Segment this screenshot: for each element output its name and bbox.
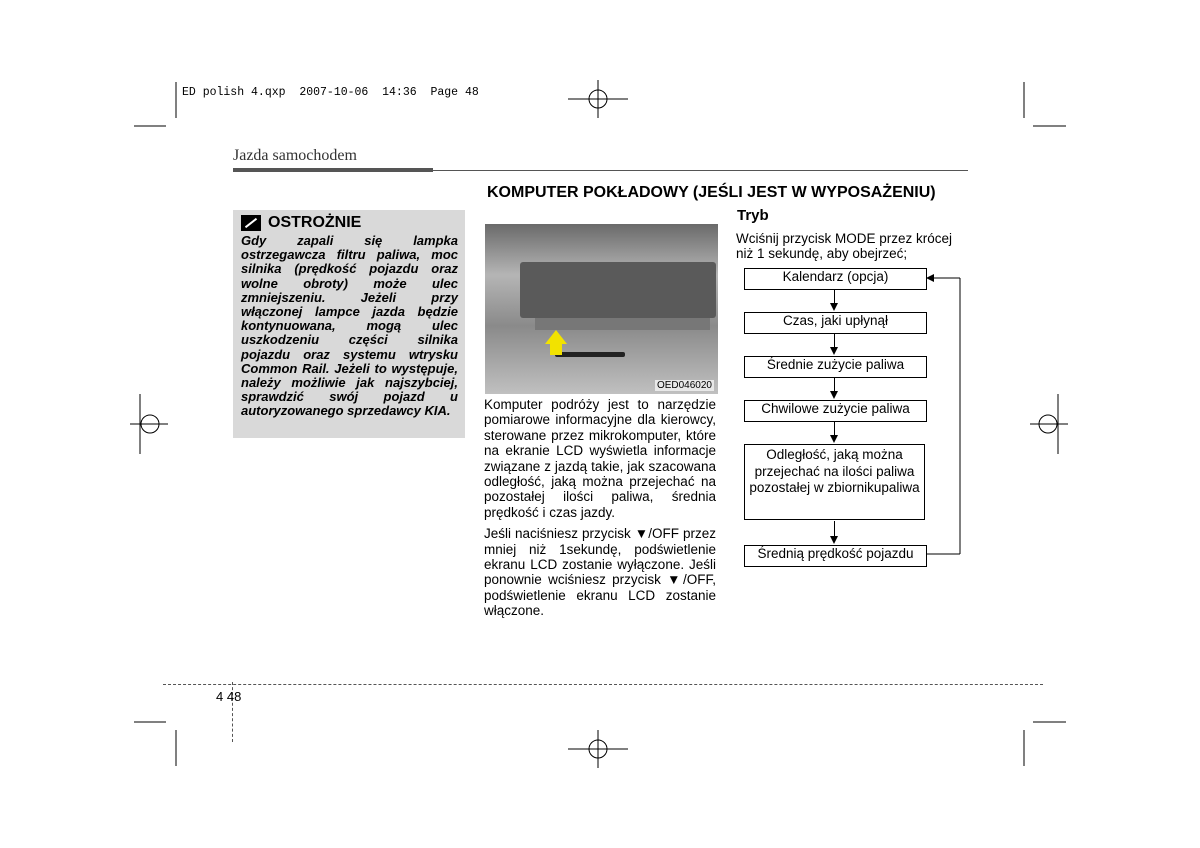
- body-text: [484, 397, 716, 625]
- caution-heading-row: [241, 214, 361, 232]
- photo-code: OED046020: [656, 380, 712, 391]
- flow-connector: [834, 421, 835, 435]
- photo-cd-slot: [555, 352, 625, 357]
- flow-loop-connector: [920, 270, 970, 565]
- page-number: 4 48: [216, 689, 242, 704]
- footer-dashed-rule: [163, 684, 1043, 685]
- flow-connector: [834, 289, 835, 303]
- mode-intro: Wciśnij przycisk MODE przez krócej niż 1 sekundę, aby obejrzeć;: [736, 231, 953, 262]
- flow-step-2: Czas, jaki upłynął: [744, 312, 927, 334]
- caution-text: Gdy zapali się lampka ostrzegawcza filtru paliwa, moc silnika (prędkość pojazdu oraz wolne obroty) może ulec zmniejszeniu. Jeżeli przy włączonej lampce jazda będzie kontynuowana, mogą ulec uszkodzeniu części silnika pojazdu oraz systemu wtrysku Common Rail. Jeżeli to występuje, należy możliwie jak najszybciej, sprawdzić swój pojazd u autoryzowanego sprzedawcy KIA.: [241, 233, 458, 419]
- print-header: ED polish 4.qxp 2007-10-06 14:36 Page 48: [182, 86, 479, 99]
- section-label: Jazda samochodem: [233, 147, 357, 164]
- flow-connector: [834, 333, 835, 347]
- yellow-arrow-stem: [550, 343, 562, 355]
- flow-arrow-icon: [830, 303, 838, 311]
- header-rule-thin: [433, 170, 968, 171]
- photo-button-strip: [535, 318, 710, 330]
- flow-arrow-icon: [830, 391, 838, 399]
- dashboard-photo: [485, 224, 718, 394]
- flow-step-5: Odległość, jaką można przejechać na ilości paliwa pozostałej w zbiornikupaliwa: [744, 444, 925, 520]
- header-rule-thick: [233, 168, 433, 172]
- page-title: KOMPUTER POKŁADOWY (JEŚLI JEST W WYPOSAŻENIU): [487, 184, 936, 201]
- flow-connector: [834, 377, 835, 391]
- body-paragraph-2: Jeśli naciśniesz przycisk ▼/OFF przez mniej niż 1sekundę, podświetlenie ekranu LCD zostanie wyłączone. Jeśli ponownie wciśniesz przycisk ▼/OFF, podświetlenie ekranu LCD zostanie włączone.: [484, 526, 716, 619]
- flow-connector: [834, 521, 835, 536]
- flow-arrow-icon: [830, 347, 838, 355]
- body-paragraph-1: Komputer podróży jest to narzędzie pomiarowe informacyjne dla kierowcy, sterowane przez mikrokomputer, które na ekranie LCD wyświetla informacje związane z jazdą takie, jak szacowana odległość, jaką można przejechać na pozostałej ilości paliwa, średnia prędkość i czas jazdy.: [484, 397, 716, 520]
- flow-step-3: Średnie zużycie paliwa: [744, 356, 927, 378]
- flow-arrow-icon: [830, 536, 838, 544]
- flow-arrow-icon: [830, 435, 838, 443]
- yellow-arrow-icon: [545, 330, 567, 344]
- caution-heading: OSTROŻNIE: [268, 214, 362, 231]
- flow-step-1: Kalendarz (opcja): [744, 268, 927, 290]
- flow-step-4: Chwilowe zużycie paliwa: [744, 400, 927, 422]
- mode-heading: Tryb: [737, 207, 769, 224]
- caution-box: [233, 210, 465, 438]
- caution-icon: [241, 215, 261, 231]
- flow-step-6: Średnią prędkość pojazdu: [744, 545, 927, 567]
- photo-lcd-screen: [520, 262, 716, 318]
